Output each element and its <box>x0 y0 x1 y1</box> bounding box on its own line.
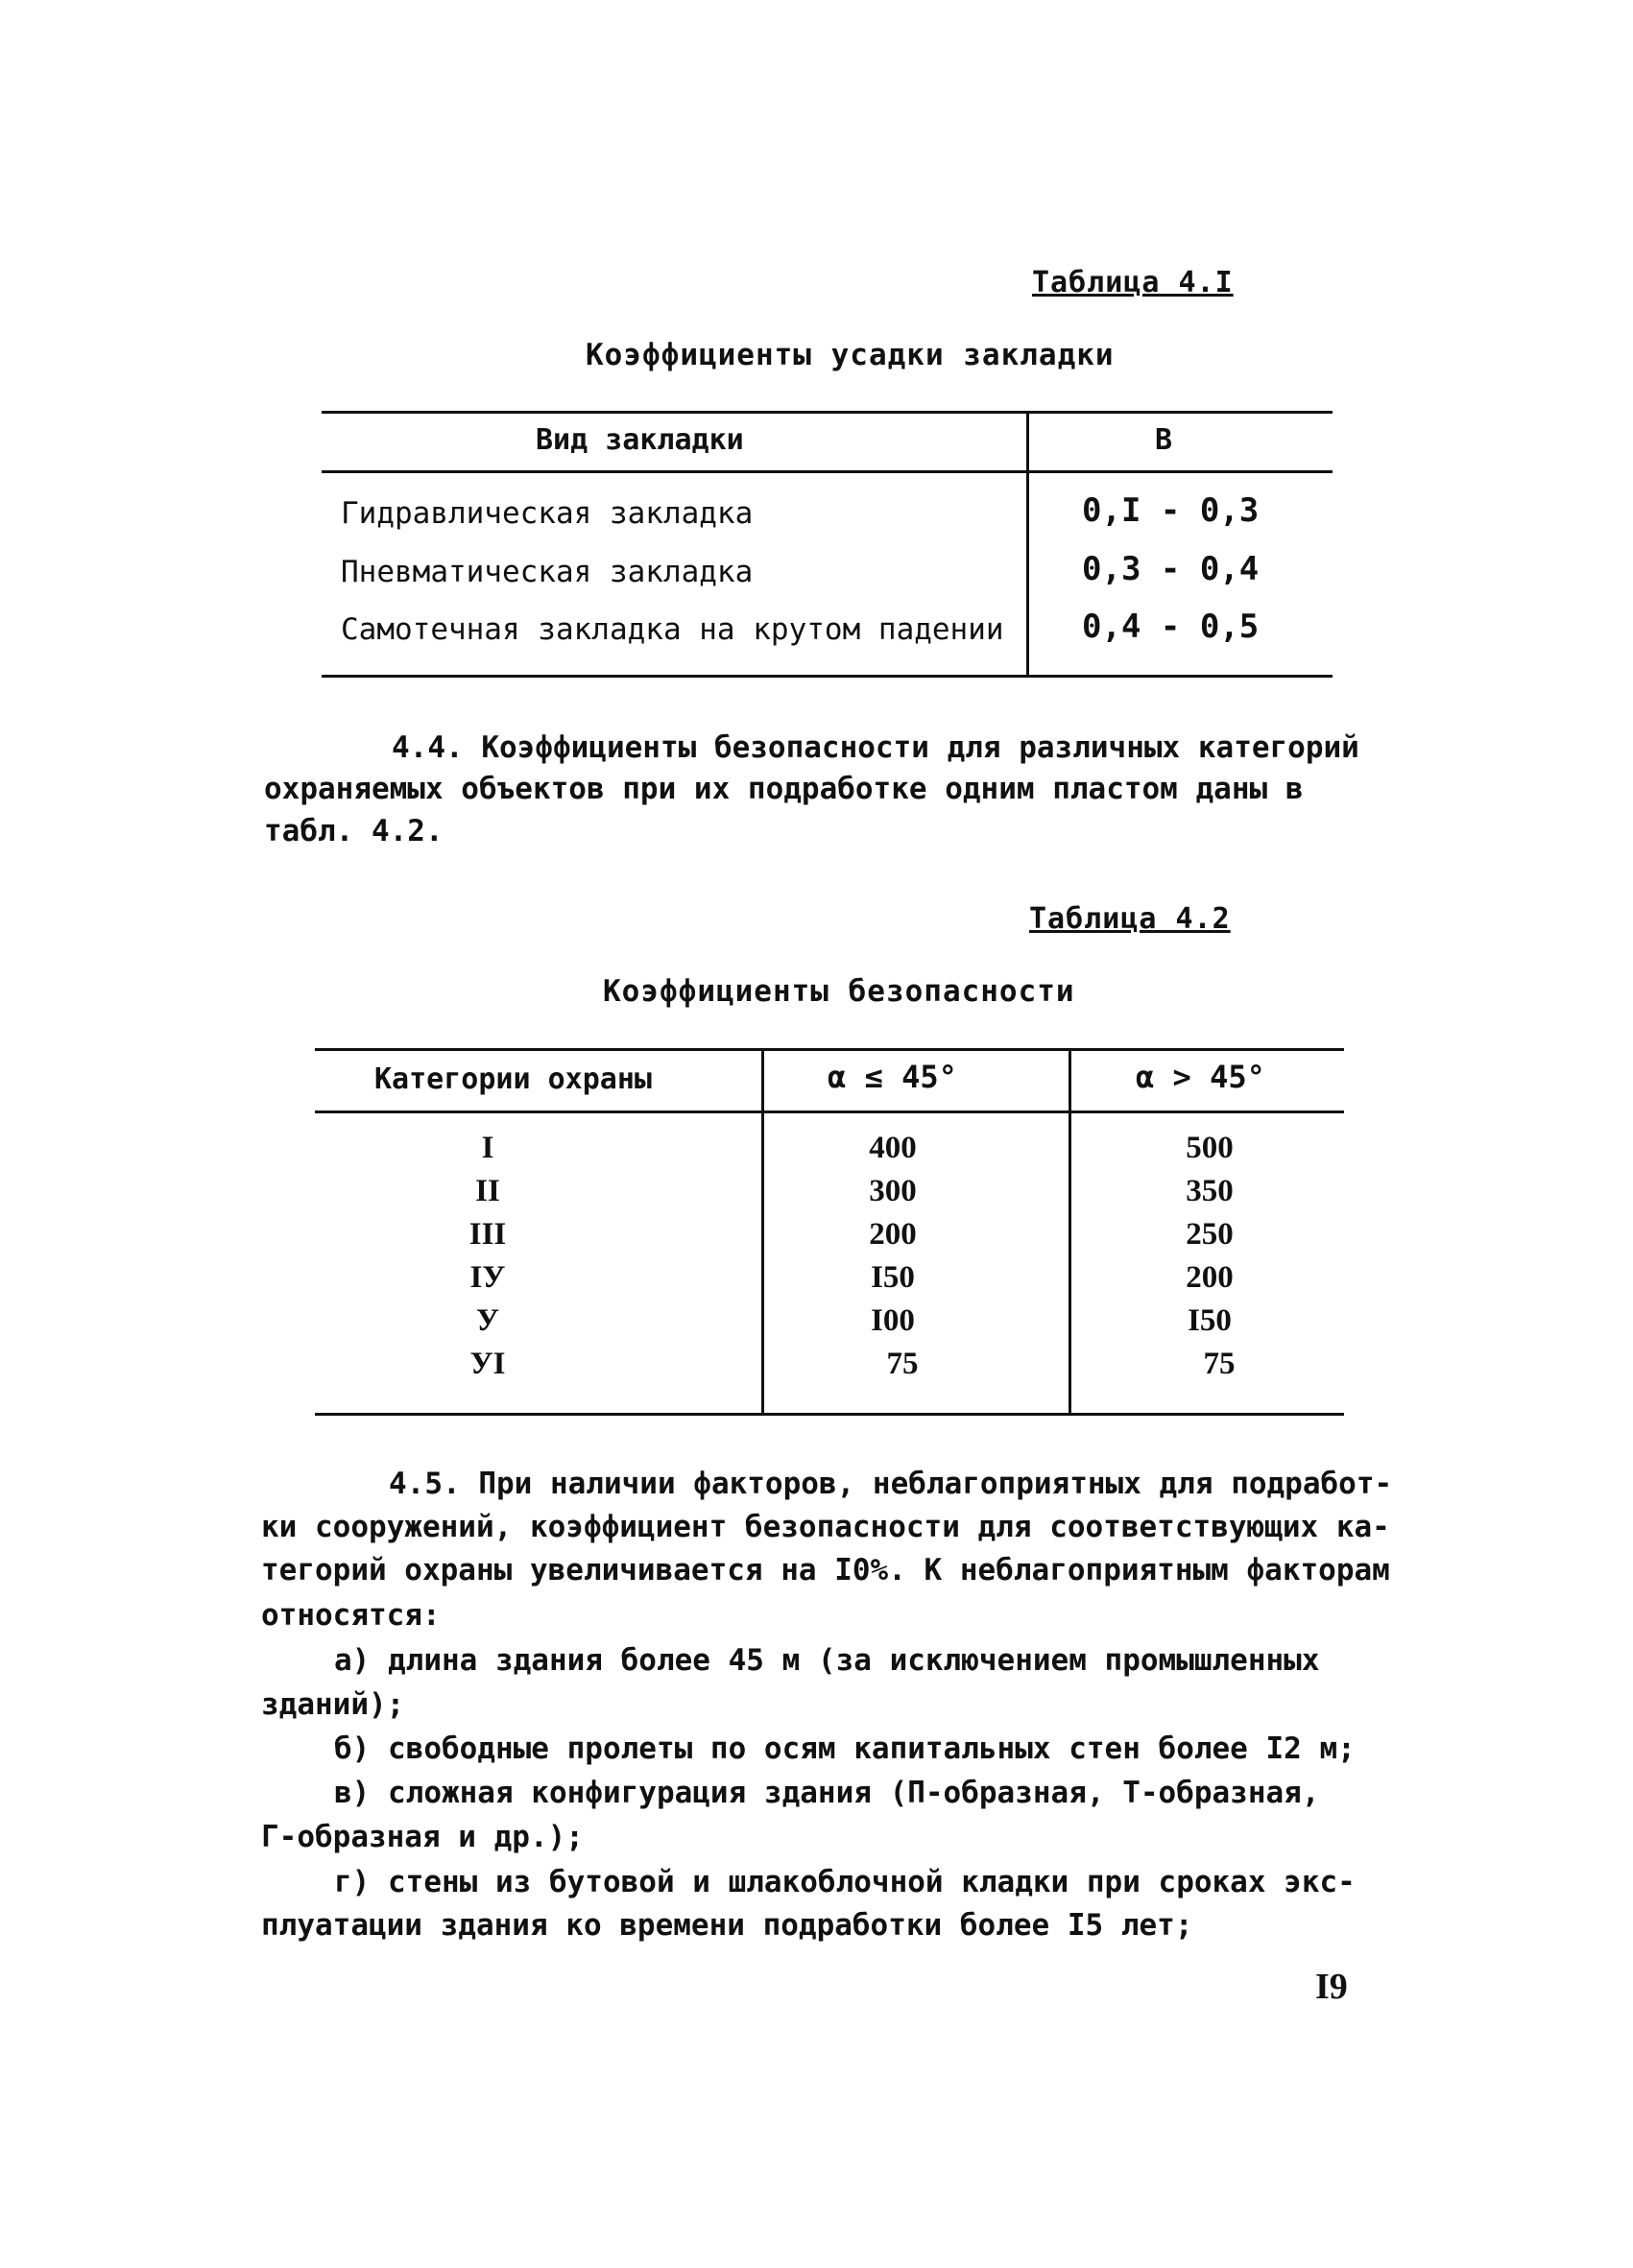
table2-header-rule <box>315 1110 1344 1113</box>
table2-header-lt45: α ≤ 45° <box>828 1059 957 1095</box>
table2-value-gt45: 75 <box>1203 1347 1236 1381</box>
table1-row-type: Пневматическая закладка <box>341 555 754 589</box>
table2-value-lt45: 200 <box>869 1217 917 1252</box>
table1-row-value: 0,I - 0,3 <box>1082 491 1260 530</box>
table1-column-divider <box>1026 411 1029 678</box>
table2-label: Таблица 4.2 <box>1029 902 1231 936</box>
page-number: I9 <box>1315 1967 1348 2007</box>
para-4-5-line: плуатации здания ко времени подработки более I5 лет; <box>261 1908 1193 1943</box>
table2-value-lt45: I50 <box>871 1260 915 1295</box>
para-4-5-item-v: в) сложная конфигурация здания (П-образная, Т-образная, <box>334 1776 1320 1810</box>
table2-category: III <box>468 1217 507 1252</box>
para-4-5-item-g: г) стены из бутовой и шлакоблочной кладки при сроках экс- <box>334 1865 1356 1899</box>
table1-row-type: Гидравлическая закладка <box>341 496 754 531</box>
table2-value-lt45: 300 <box>869 1174 917 1208</box>
table2-header-gt45: α > 45° <box>1136 1059 1265 1095</box>
para-4-5-line: ки сооружений, коэффициент безопасности для соответствующих ка- <box>261 1510 1390 1544</box>
table2-category: II <box>475 1174 500 1208</box>
table2-value-gt45: 200 <box>1186 1260 1234 1295</box>
table2-value-gt45: 250 <box>1186 1217 1234 1252</box>
table2-value-lt45: 75 <box>886 1347 919 1381</box>
table2-title: Коэффициенты безопасности <box>603 974 1075 1009</box>
table1-header-type: Вид закладки <box>536 423 744 457</box>
table1-top-rule <box>322 411 1333 414</box>
table2-header-category: Категории охраны <box>374 1062 652 1096</box>
table2-column-divider <box>1069 1048 1071 1416</box>
para-4-5-line: 4.5. При наличии факторов, неблагоприятных для подработ- <box>389 1467 1393 1501</box>
para-4-5-item-a: а) длина здания более 45 м (за исключением промышленных <box>334 1643 1320 1678</box>
table2-top-rule <box>315 1048 1344 1051</box>
para-4-5-line: зданий); <box>261 1687 405 1722</box>
para-4-4-line: 4.4. Коэффициенты безопасности для различных категорий <box>392 730 1359 765</box>
table2-value-lt45: I00 <box>871 1303 915 1338</box>
para-4-4-line: табл. 4.2. <box>264 814 444 848</box>
table2-category: У <box>475 1303 500 1338</box>
table1-row-type: Самотечная закладка на крутом падении <box>341 612 1004 647</box>
table2-value-lt45: 400 <box>869 1131 917 1165</box>
para-4-5-line: относятся: <box>261 1598 441 1633</box>
table1-header-b: B <box>1155 423 1173 457</box>
table2-value-gt45: 350 <box>1186 1174 1234 1208</box>
table1-header-rule <box>322 470 1333 473</box>
table2-bottom-rule <box>315 1413 1344 1416</box>
para-4-5-line: Г-образная и др.); <box>261 1820 584 1854</box>
table1-row-value: 0,4 - 0,5 <box>1082 608 1260 646</box>
table1-label: Таблица 4.I <box>1032 266 1234 299</box>
table2-category: IУ <box>469 1260 506 1295</box>
table2-category: УI <box>469 1347 506 1381</box>
table2-value-gt45: 500 <box>1186 1131 1234 1165</box>
para-4-4-line: охраняемых объектов при их подработке одним пластом даны в <box>264 772 1304 806</box>
table1-row-value: 0,3 - 0,4 <box>1082 550 1260 588</box>
table1-title: Коэффициенты усадки закладки <box>586 338 1115 372</box>
table2-category: I <box>481 1131 494 1165</box>
para-4-5-item-b: б) свободные пролеты по осям капитальных стен более I2 м; <box>334 1731 1356 1766</box>
table1-bottom-rule <box>322 675 1333 678</box>
table2-value-gt45: I50 <box>1188 1303 1232 1338</box>
para-4-5-line: тегорий охраны увеличивается на I0%. К неблагоприятным факторам <box>261 1553 1390 1588</box>
table2-column-divider <box>761 1048 764 1416</box>
